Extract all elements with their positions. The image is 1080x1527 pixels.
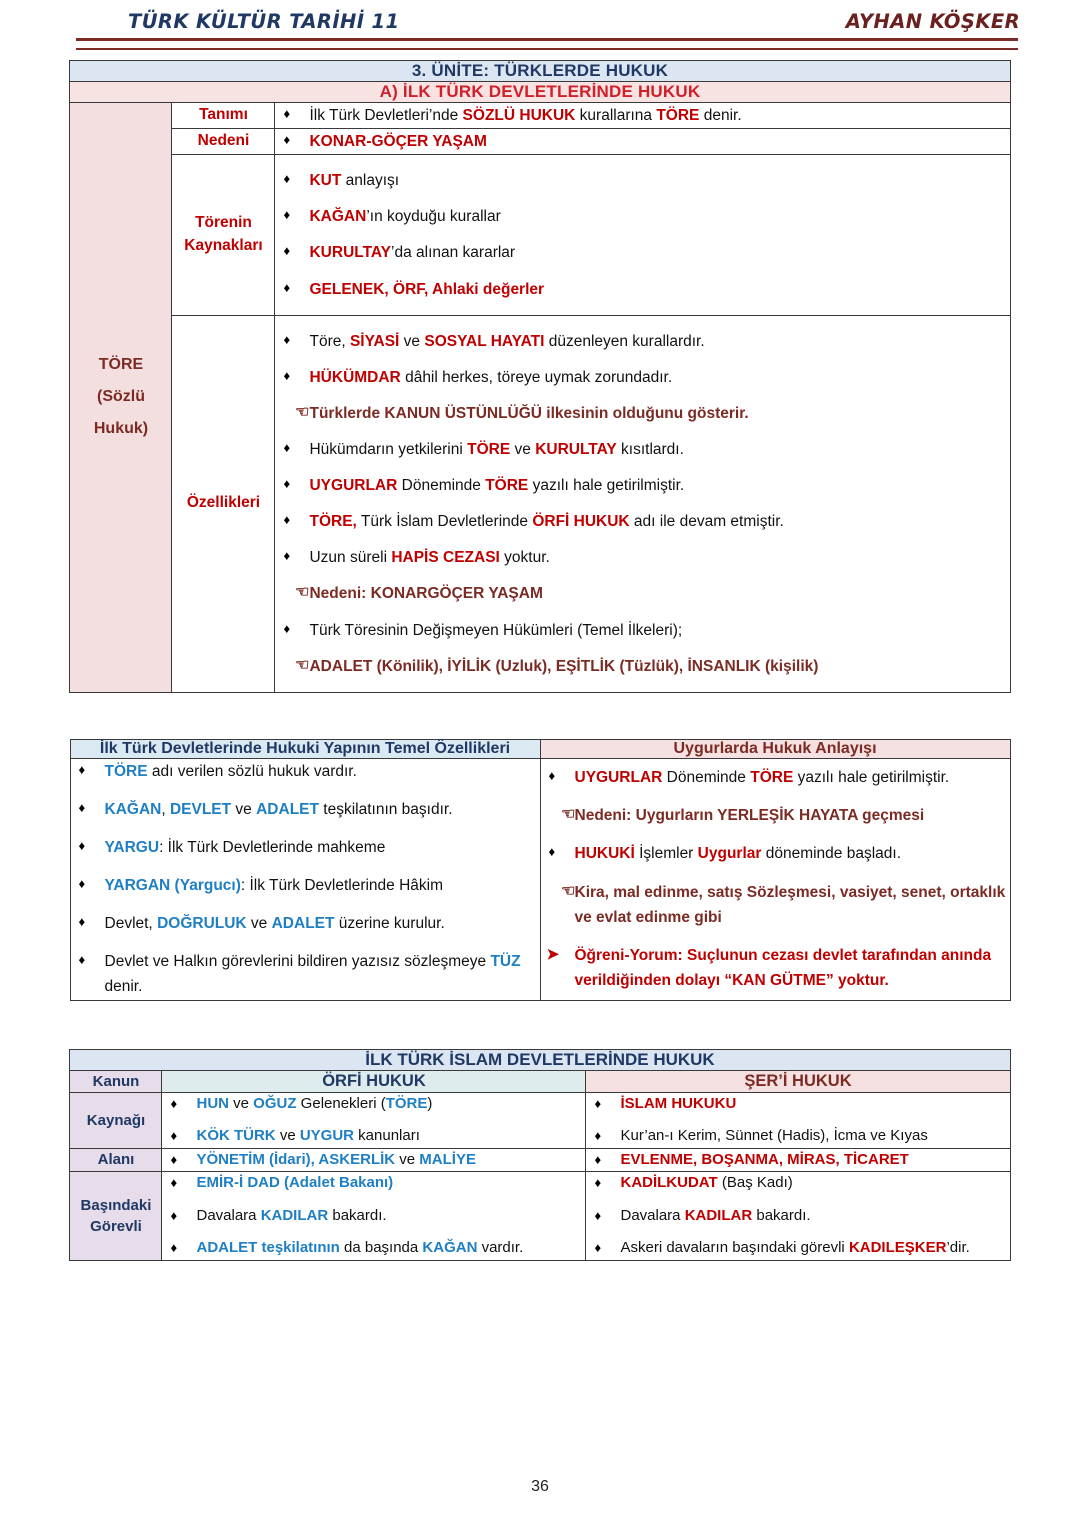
text-run: MALİYE [419,1150,476,1168]
text-run: (Baş Kadı) [717,1174,793,1192]
text-run: yazılı hale getirilmiştir. [793,769,950,787]
bullet-list [162,1172,585,1260]
text-run: TÖRE [656,107,700,124]
diamond-bullet-icon: ♦ [170,1175,178,1191]
diamond-bullet-icon: ♦ [283,171,291,187]
table3-row-label-kaynagi: Kaynağı [70,1092,162,1148]
table2-left-header: İlk Türk Devletlerinde Hukuki Yapının Temel Özellikleri [70,739,540,758]
table-row [70,103,1010,129]
text-run: TÖRE [385,1094,428,1112]
diamond-bullet-icon: ♦ [594,1128,602,1144]
text-run: TÖRE [485,477,529,495]
text-run: KURULTAY [309,244,392,262]
bullet-list [541,765,1010,993]
diamond-bullet-icon: ♦ [283,620,291,636]
text-run: TÖRE [104,762,148,780]
diamond-bullet-icon: ♦ [283,207,291,223]
table-row [70,1092,1010,1148]
text-run: KAĞAN [309,208,367,226]
text-run: : İlk Türk Devletlerinde mahkeme [159,838,386,856]
text-run: ve [395,1150,420,1168]
table3-row-label-alani: Alanı [70,1148,162,1172]
cell-tanimi [275,103,1010,129]
text-run: YARGU [104,838,160,856]
list-item [275,365,1009,390]
text-run: ve [510,440,536,458]
bullet-list [586,1172,1009,1260]
text-run: Döneminde [397,477,486,495]
bullet-list [275,129,1009,154]
table-row [70,758,1010,1000]
text-run: KAĞAN [104,800,162,818]
table3-cell-gorevli-seri [586,1172,1010,1261]
list-item [275,401,1009,426]
bullet-list [162,1093,585,1148]
row-label-ozellikleri: Özellikleri [172,315,275,692]
text-run: da başında [339,1239,423,1257]
hand-pointer-icon: ☞ [560,882,575,900]
text-run: ADALET teşkilatının [196,1239,340,1257]
header-divider-rule [76,38,1018,50]
diamond-bullet-icon: ♦ [594,1240,602,1256]
text-run: denir. [699,107,742,124]
list-item [275,204,1009,229]
table-row [70,315,1010,692]
hand-pointer-icon: ☞ [295,403,310,421]
text-run: YARGAN (Yargucı) [104,877,241,895]
text-run: SOSYAL HAYATI [424,332,545,350]
diamond-bullet-icon: ♦ [548,768,556,784]
list-item [162,1237,585,1260]
text-run: OĞUZ [253,1094,297,1112]
table2-left-cell [70,758,540,1000]
section-banner: A) İLK TÜRK DEVLETLERİNDE HUKUK [70,82,1010,103]
table-row [70,82,1010,103]
table3-cell-alani-orfi [162,1148,586,1172]
diamond-bullet-icon: ♦ [283,439,291,455]
text-run: dâhil herkes, töreye uymak zorundadır. [400,368,673,386]
text-run: EVLENME, BOŞANMA, MİRAS, TİCARET [620,1150,909,1168]
text-run: KADILAR [260,1206,329,1224]
diamond-bullet-icon: ♦ [594,1151,602,1167]
row-label-line-1: Başındaki [80,1196,152,1214]
text-run: HÜKÜMDAR [309,368,401,386]
side-label-line-1: TÖRE [98,356,144,374]
text-run: anlayışı [341,172,400,190]
list-item [275,473,1009,498]
diamond-bullet-icon: ♦ [78,952,86,968]
list-item [586,1205,1009,1228]
text-run: EMİR-İ DAD (Adalet Bakanı) [196,1174,394,1192]
hand-pointer-icon: ☞ [560,806,575,824]
text-run: denir. [104,978,143,996]
list-item [162,1093,585,1116]
table-row [70,1148,1010,1172]
text-run: ’da alınan kararlar [391,244,516,262]
diamond-bullet-icon: ♦ [170,1240,178,1256]
text-run: Türk Töresinin Değişmeyen Hükümleri (Temel İlkeleri); [309,621,683,639]
list-item [541,841,1010,866]
table3-col2-header: ŞER’İ HUKUK [586,1070,1010,1092]
cell-nedeni [275,129,1010,155]
list-item [162,1205,585,1228]
text-run: Kur’an-ı Kerim, Sünnet (Hadis), İcma ve Kıyas [620,1127,928,1145]
table3-col1-header: ÖRFİ HUKUK [162,1070,586,1092]
cell-ozellikleri [275,315,1010,692]
diamond-bullet-icon: ♦ [170,1207,178,1223]
table-ilk-turk-islam-devletlerinde-hukuk [69,1049,1010,1261]
text-run: Davalara [620,1206,685,1224]
text-run: , [161,800,170,818]
text-run: KÖK TÜRK [196,1127,276,1145]
diamond-bullet-icon: ♦ [283,279,291,295]
diamond-bullet-icon: ♦ [283,331,291,347]
list-item [71,949,540,999]
table-row [70,1070,1010,1092]
list-item [275,103,1009,128]
book-title: TÜRK KÜLTÜR TARİHİ 11 [128,10,400,33]
text-run: SÖZLÜ HUKUK [462,107,576,124]
table-1-container [0,60,1080,693]
text-run: KUT [309,172,342,190]
text-run: İlk Türk Devletleri’nde [309,107,463,124]
text-run: Uygurlar [697,845,762,863]
text-run: KADILEŞKER [848,1239,947,1257]
bullet-list [586,1149,1009,1172]
table3-title: İLK TÜRK İSLAM DEVLETLERİNDE HUKUK [70,1049,1010,1070]
author-name: AYHAN KÖŞKER [845,10,1020,33]
text-run: KONAR-GÖÇER YAŞAM [309,133,487,151]
bullet-list [586,1093,1009,1148]
text-run: TÖRE [750,769,794,787]
text-run: TÜZ [490,953,521,971]
diamond-bullet-icon: ♦ [78,837,86,853]
text-run: ve [231,800,257,818]
list-item [541,803,1010,828]
table-row [70,739,1010,758]
text-run: adı ile devam etmiştir. [629,513,784,531]
text-run: Öğreni-Yorum: Suçlunun cezası devlet tarafından anında verildiğinden dolayı “KAN GÜTME” yoktur. [574,946,992,989]
text-run: ADALET [271,915,335,933]
text-run: Askeri davaların başındaki görevli [620,1239,849,1257]
text-run: İSLAM HUKUKU [620,1094,737,1112]
list-item [275,240,1009,265]
text-run: ve [399,332,425,350]
diamond-bullet-icon: ♦ [594,1175,602,1191]
diamond-bullet-icon: ♦ [78,876,86,892]
text-run: Davalara [196,1206,261,1224]
text-run: teşkilatının başıdır. [318,800,453,818]
text-run: Türk İslam Devletlerinde [356,513,533,531]
side-label-line-2: (Sözlü [96,388,145,406]
text-run: TÖRE [467,440,511,458]
list-item [541,880,1010,930]
table3-cell-kaynagi-seri [586,1092,1010,1148]
text-run: Döneminde [662,769,751,787]
hand-pointer-icon: ☞ [295,584,310,602]
text-run: kurallarına [575,107,657,124]
text-run: döneminde başladı. [761,845,902,863]
text-run: Nedeni: Uygurların YERLEŞİK HAYATA geçmesi [574,807,925,825]
row-label-line-2: Kaynakları [184,236,263,254]
text-run: ’dir. [946,1239,970,1257]
list-item [275,129,1009,154]
table2-right-header: Uygurlarda Hukuk Anlayışı [540,739,1010,758]
list-item [275,509,1009,534]
list-item [162,1172,585,1195]
row-label-nedeni: Nedeni [172,129,275,155]
text-run: TÖRE, [309,513,357,531]
text-run: : İlk Türk Devletlerinde Hâkim [240,877,444,895]
text-run: HUN [196,1094,229,1112]
text-run: ve [275,1127,300,1145]
table3-col0-header: Kanun [70,1070,162,1092]
diamond-bullet-icon: ♦ [78,799,86,815]
list-item [162,1149,585,1172]
diamond-bullet-icon: ♦ [283,476,291,492]
bullet-list [275,103,1009,128]
arrow-bullet-icon: ➤ [546,945,560,963]
list-item [275,277,1009,302]
table-2-container [0,739,1080,1001]
text-run: Hükümdarın yetkilerini [309,440,468,458]
text-run: UYGURLAR [309,477,398,495]
text-run: Töre, [309,332,350,350]
bullet-list [162,1149,585,1172]
list-item [275,168,1009,193]
text-run: yoktur. [499,549,550,567]
page-number: 36 [531,1478,549,1495]
bullet-list [71,759,540,1000]
list-item [162,1125,585,1148]
diamond-bullet-icon: ♦ [170,1095,178,1111]
cell-torenin-kaynaklari [275,155,1010,315]
list-item [541,943,1010,993]
list-item [71,911,540,936]
list-item [275,581,1009,606]
text-run: üzerine kurulur. [334,915,445,933]
text-run: vardır. [477,1239,524,1257]
list-item [541,765,1010,790]
list-item [275,329,1009,354]
text-run: KURULTAY [535,440,617,458]
text-run: yazılı hale getirilmiştir. [528,477,685,495]
diamond-bullet-icon: ♦ [283,106,291,121]
diamond-bullet-icon: ♦ [170,1151,178,1167]
table3-cell-alani-seri [586,1148,1010,1172]
text-run: YÖNETİM (İdari), ASKERLİK [196,1150,396,1168]
bullet-list [275,329,1009,679]
side-label-tore [70,103,172,693]
text-run: KADİLKUDAT [620,1174,718,1192]
list-item [71,797,540,822]
text-run: Gelenekleri ( [296,1094,386,1112]
text-run: HUKUKİ [574,845,635,863]
text-run: ve [246,915,272,933]
text-run: Kira, mal edinme, satış Sözleşmesi, vasiyet, senet, ortaklık ve evlat edinme gibi [574,883,1006,926]
list-item [275,437,1009,462]
text-run: DEVLET [169,800,232,818]
row-label-line-1: Törenin [195,214,252,232]
text-run: Uzun süreli [309,549,392,567]
running-header [0,0,1080,48]
diamond-bullet-icon: ♦ [283,548,291,564]
bullet-list [275,168,1009,301]
unit-banner: 3. ÜNİTE: TÜRKLERDE HUKUK [70,61,1010,82]
diamond-bullet-icon: ♦ [283,367,291,383]
table3-cell-kaynagi-orfi [162,1092,586,1148]
list-item [586,1149,1009,1172]
diamond-bullet-icon: ♦ [283,243,291,259]
text-run: kısıtlardı. [616,440,684,458]
text-run: ADALET [256,800,319,818]
diamond-bullet-icon: ♦ [283,132,291,148]
text-run: SİYASİ [349,332,400,350]
table2-right-cell [540,758,1010,1000]
hand-pointer-icon: ☞ [295,656,310,674]
side-label-line-3: Hukuk) [93,420,149,438]
table-hukuki-yapi-ve-uygurlar [70,739,1011,1001]
text-run: KADILAR [684,1206,753,1224]
text-run: Türklerde KANUN ÜSTÜNLÜĞÜ ilkesinin olduğunu gösterir. [309,404,749,422]
text-run: İşlemler [634,845,698,863]
table-row [70,1172,1010,1261]
text-run: ) [427,1094,433,1112]
text-run: HAPİS CEZASI [391,549,500,567]
text-run: Nedeni: KONARGÖÇER YAŞAM [309,585,543,603]
text-run: GELENEK, ÖRF, Ahlaki değerler [309,280,545,298]
list-item [71,873,540,898]
list-item [275,654,1009,679]
list-item [275,545,1009,570]
list-item [71,835,540,860]
list-item [275,618,1009,643]
list-item [71,759,540,784]
text-run: ve [228,1094,254,1112]
diamond-bullet-icon: ♦ [283,512,291,528]
row-label-line-2: Görevli [90,1217,142,1235]
text-run: KAĞAN [422,1239,478,1257]
text-run: Devlet ve Halkın görevlerini bildiren yazısız sözleşmeye [104,953,491,971]
list-item [586,1237,1009,1260]
list-item [586,1093,1009,1116]
table-row [70,1049,1010,1070]
text-run: ADALET (Könilik), İYİLİK (Uzluk), EŞİTLİK (Tüzlük), İNSANLIK (kişilik) [309,657,819,675]
text-run: adı verilen sözlü hukuk vardır. [147,762,357,780]
table-ilk-turk-devletlerinde-hukuk [69,60,1010,693]
text-run: UYGUR [299,1127,355,1145]
text-run: Devlet, [104,915,158,933]
list-item [586,1125,1009,1148]
text-run: düzenleyen kurallardır. [544,332,705,350]
row-label-tanimi: Tanımı [172,103,275,129]
diamond-bullet-icon: ♦ [170,1128,178,1144]
text-run: ÖRFİ HUKUK [532,513,630,531]
text-run: DOĞRULUK [157,915,247,933]
diamond-bullet-icon: ♦ [78,761,86,777]
table-row [70,61,1010,82]
row-label-torenin-kaynaklari [172,155,275,315]
diamond-bullet-icon: ♦ [548,844,556,860]
text-run: ’ın koyduğu kurallar [366,208,501,226]
table3-row-label-basindaki-gorevli [70,1172,162,1261]
table-row [70,129,1010,155]
text-run: kanunları [354,1127,420,1145]
text-run: bakardı. [752,1206,811,1224]
text-run: bakardı. [328,1206,387,1224]
table3-cell-gorevli-orfi [162,1172,586,1261]
table-row [70,155,1010,315]
diamond-bullet-icon: ♦ [594,1207,602,1223]
diamond-bullet-icon: ♦ [78,914,86,930]
diamond-bullet-icon: ♦ [594,1095,602,1111]
table-3-container [0,1049,1080,1261]
list-item [586,1172,1009,1195]
text-run: UYGURLAR [574,769,663,787]
